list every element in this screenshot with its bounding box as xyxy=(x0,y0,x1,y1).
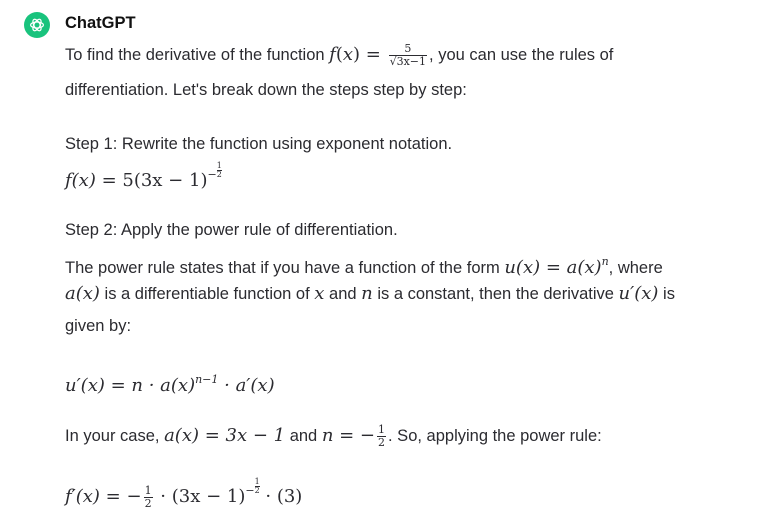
intro-text-a: To find the derivative of the function xyxy=(65,45,330,64)
step2-title: Step 2: Apply the power rule of differentiation. xyxy=(65,221,398,239)
author-name: ChatGPT xyxy=(65,14,136,32)
intro-line-2: differentiation. Let's break down the steps step by step: xyxy=(65,81,467,99)
power-rule-formula: $u'(x) = n \cdot a(x)^{n-1} \cdot a'(x)$ xyxy=(65,373,275,396)
openai-logo-icon xyxy=(28,16,46,34)
intro-text-b: , you can use the rules of xyxy=(429,45,614,64)
step1-title: Step 1: Rewrite the function using exponent notation. xyxy=(65,135,453,153)
chatgpt-avatar xyxy=(24,12,50,38)
intro-fraction: $\frac{5}{√3x-1}$ xyxy=(389,42,427,68)
result-formula: f′(x) = − $\frac{1}{2}$ · (3x − 1)− $\frac{1}{2}$ · (3) xyxy=(65,477,303,510)
intro-math: f(x) = xyxy=(329,43,387,65)
case-line: In your case, a(x) = 3x − 1 and n = − $\frac{1}{2}$ . So, applying the power rule: xyxy=(65,423,602,449)
step2-line-1: The power rule states that if you have a function of the form $u(x) = a(x)^n$, where xyxy=(65,255,663,278)
step2-line-2: a(x) is a differentiable function of x and n is a constant, then the derivative u′(x) is xyxy=(65,283,675,304)
step2-line-3: given by: xyxy=(65,317,132,335)
step1-formula: f(x) = 5(3x − 1)− $\frac{1}{2}$ xyxy=(65,161,222,191)
intro-line xyxy=(65,43,613,68)
